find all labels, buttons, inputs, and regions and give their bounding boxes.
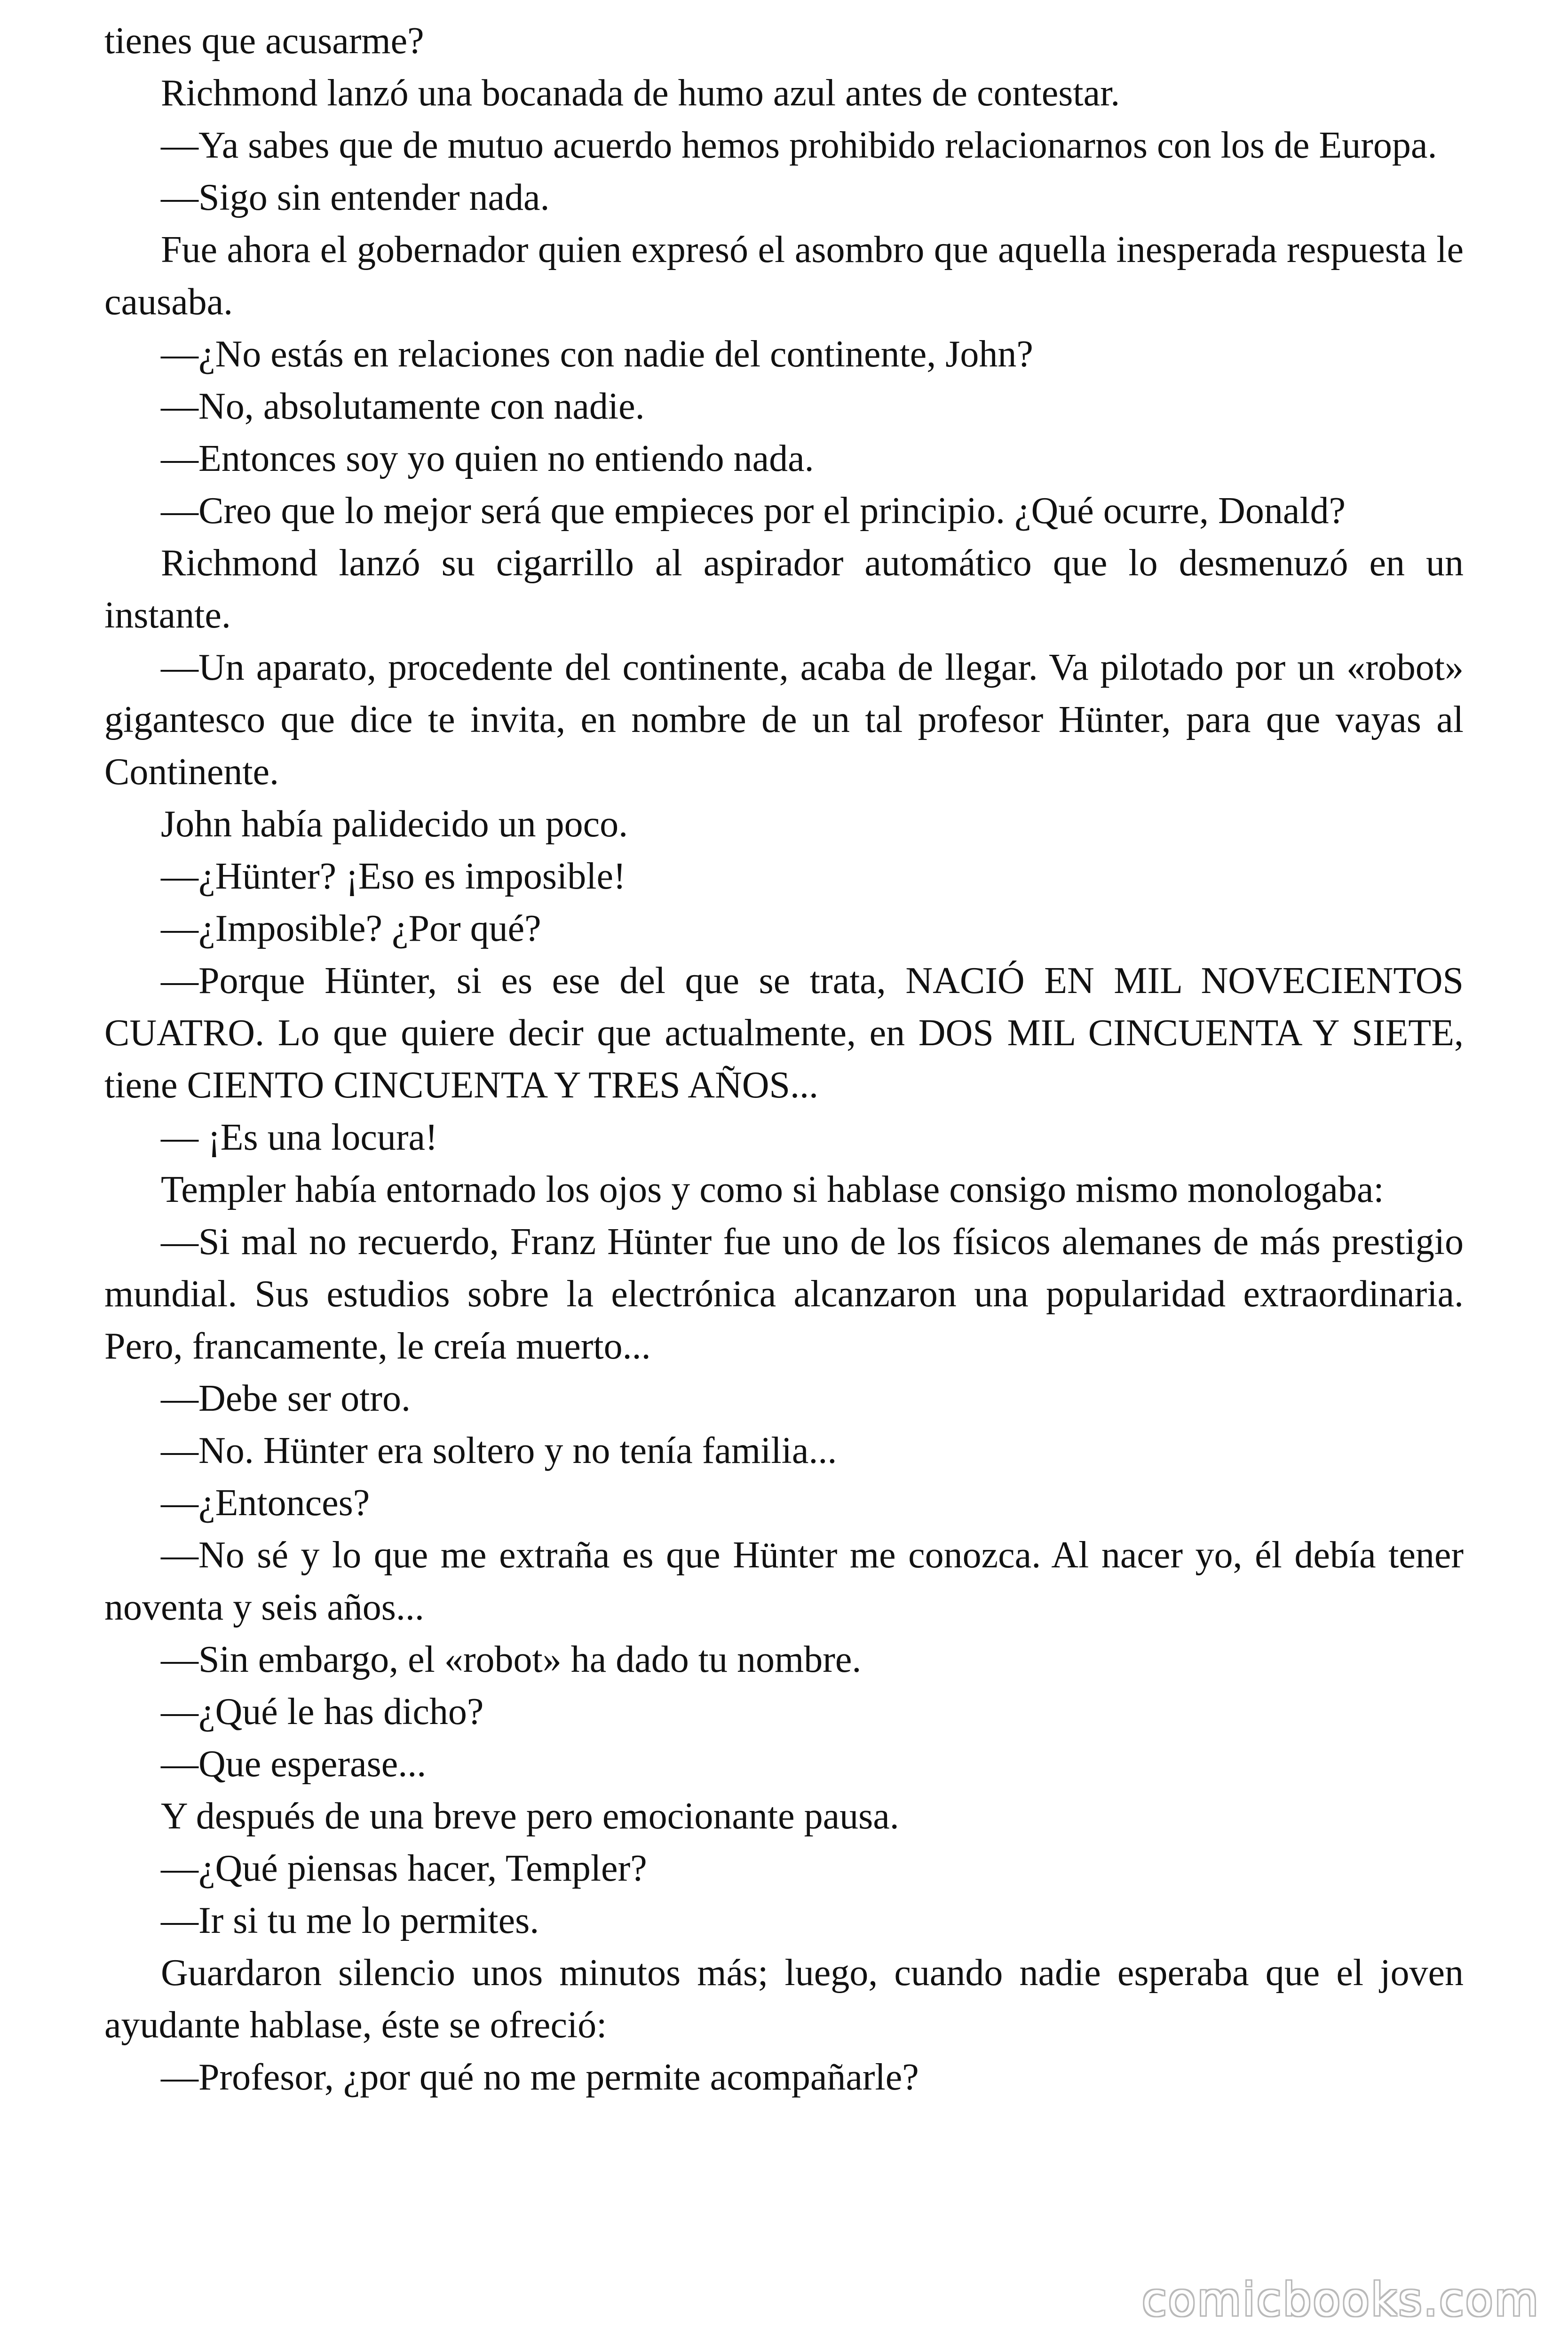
paragraph: —¿Imposible? ¿Por qué? [161, 908, 541, 949]
paragraph: —Entonces soy yo quien no entiendo nada. [161, 438, 814, 479]
paragraph: —Si mal no recuerdo, Franz Hünter fue uno de los físicos alemanes de más prestigio mundial. Sus estudios sobre la electrónica alcanzaron una popularidad extraordinaria. Pero, francamente, le creía muerto... [104, 1221, 1464, 1367]
paragraph: —¿Hünter? ¡Eso es imposible! [161, 856, 626, 897]
paragraph: —Porque Hünter, si es ese del que se trata, NACIÓ EN MIL NOVECIENTOS CUATRO. Lo que quiere decir que actualmente, en DOS MIL CINCUENTA Y SIETE, tiene CIENTO CINCUENTA Y TRES AÑOS... [104, 960, 1464, 1106]
paragraph: Richmond lanzó su cigarrillo al aspirador automático que lo desmenuzó en un instante. [104, 542, 1464, 636]
paragraph: —Ir si tu me lo permites. [161, 1900, 539, 1941]
paragraph: —¿Entonces? [161, 1482, 370, 1524]
paragraph: — ¡Es una locura! [161, 1117, 438, 1158]
paragraph: —No, absolutamente con nadie. [161, 386, 645, 427]
paragraph: —Ya sabes que de mutuo acuerdo hemos prohibido relacionarnos con los de Europa. [161, 125, 1437, 166]
paragraph: Y después de una breve pero emocionante pausa. [161, 1796, 899, 1837]
paragraph: —Que esperase... [161, 1743, 427, 1785]
paragraph: —Creo que lo mejor será que empieces por el principio. ¿Qué ocurre, Donald? [161, 490, 1346, 532]
paragraph: —¿No estás en relaciones con nadie del continente, John? [161, 334, 1033, 375]
paragraph: —Profesor, ¿por qué no me permite acompañarle? [161, 2057, 919, 2098]
paragraph: —No. Hünter era soltero y no tenía familia... [161, 1430, 837, 1471]
paragraph: —¿Qué le has dicho? [161, 1691, 484, 1732]
paragraph: Fue ahora el gobernador quien expresó el asombro que aquella inesperada respuesta le causaba. [104, 229, 1464, 323]
paragraph: John había palidecido un poco. [161, 803, 628, 845]
paragraph: Guardaron silencio unos minutos más; luego, cuando nadie esperaba que el joven ayudante hablase, éste se ofreció: [104, 1952, 1464, 2046]
paragraph: —Debe ser otro. [161, 1378, 411, 1419]
paragraph: Richmond lanzó una bocanada de humo azul antes de contestar. [161, 72, 1120, 114]
paragraph: tienes que acusarme? [104, 20, 424, 62]
paragraph: —No sé y lo que me extraña es que Hünter me conozca. Al nacer yo, él debía tener noventa y seis años... [104, 1534, 1464, 1628]
page-body [104, 15, 1464, 2104]
paragraph: —¿Qué piensas hacer, Templer? [161, 1848, 647, 1889]
paragraph: —Sin embargo, el «robot» ha dado tu nombre. [161, 1639, 862, 1680]
paragraph: —Sigo sin entender nada. [161, 177, 550, 218]
paragraph: —Un aparato, procedente del continente, acaba de llegar. Va pilotado por un «robot» gigantesco que dice te invita, en nombre de un tal profesor Hünter, para que vayas al Continente. [104, 647, 1464, 793]
paragraph: Templer había entornado los ojos y como si hablase consigo mismo monologaba: [161, 1169, 1384, 1210]
watermark: comicbooks.com [1141, 2273, 1540, 2326]
